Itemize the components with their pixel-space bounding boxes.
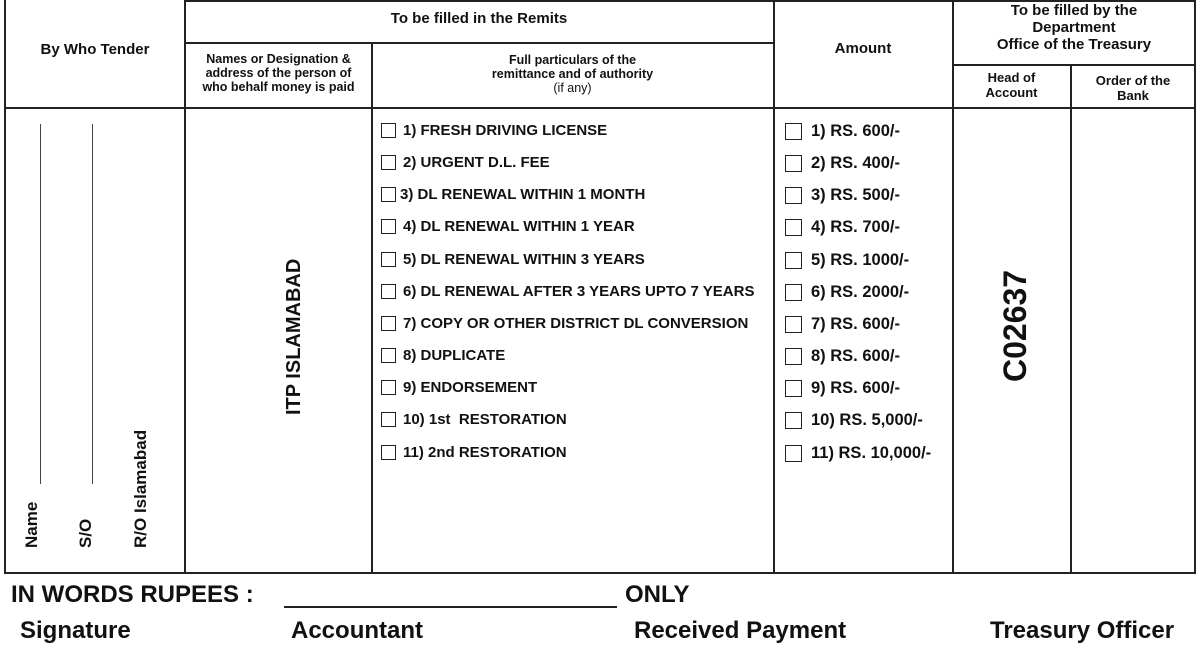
remits-underline <box>185 42 773 44</box>
dept-underline <box>953 64 1195 66</box>
amount-item[interactable]: 10) RS. 5,000/- <box>785 409 923 431</box>
amount-item[interactable]: 9) RS. 600/- <box>785 377 900 399</box>
checkbox-icon[interactable] <box>785 316 802 333</box>
list-item[interactable]: 3) DL RENEWAL WITHIN 1 MONTH <box>381 183 645 205</box>
checkbox-icon[interactable] <box>381 284 396 299</box>
received-payment-label: Received Payment <box>634 617 847 644</box>
checkbox-icon[interactable] <box>785 123 802 140</box>
list-item[interactable]: 9) ENDORSEMENT <box>381 376 537 398</box>
header-bottom-line <box>4 107 1196 109</box>
checkbox-icon[interactable] <box>381 252 396 267</box>
order-of-bank-header: Order of the Bank <box>1095 73 1171 103</box>
checkbox-icon[interactable] <box>381 219 396 234</box>
amount-item[interactable]: 4) RS. 700/- <box>785 216 900 238</box>
ro-label: R/O Islamabad <box>131 429 150 548</box>
in-words-field[interactable] <box>284 606 617 608</box>
list-item[interactable]: 11) 2nd RESTORATION <box>381 441 567 463</box>
checkbox-icon[interactable] <box>785 412 802 429</box>
by-who-tender-header: By Who Tender <box>40 41 150 58</box>
list-item[interactable]: 7) COPY OR OTHER DISTRICT DL CONVERSION <box>381 312 748 334</box>
name-label: Name <box>22 501 41 548</box>
amount-header: Amount <box>834 40 892 57</box>
col-divider-amount <box>773 0 775 573</box>
list-item[interactable]: 8) DUPLICATE <box>381 344 505 366</box>
checkbox-icon[interactable] <box>785 348 802 365</box>
col-divider-names <box>371 43 373 573</box>
checkbox-icon[interactable] <box>381 123 396 138</box>
amount-item[interactable]: 3) RS. 500/- <box>785 184 900 206</box>
amount-item[interactable]: 5) RS. 1000/- <box>785 249 909 271</box>
list-item[interactable]: 5) DL RENEWAL WITHIN 3 YEARS <box>381 248 645 270</box>
amount-item[interactable]: 2) RS. 400/- <box>785 152 900 174</box>
checkbox-icon[interactable] <box>785 445 802 462</box>
checkbox-icon[interactable] <box>381 316 396 331</box>
checkbox-icon[interactable] <box>381 187 396 202</box>
amount-item[interactable]: 11) RS. 10,000/- <box>785 442 931 464</box>
full-particulars-header: Full particulars of the remittance and of authority (if any) <box>491 53 654 95</box>
head-of-account-header: Head of Account <box>985 70 1038 100</box>
names-designation-header: Names or Designation & address of the person of who behalf money is paid <box>202 52 355 94</box>
checkbox-icon[interactable] <box>381 348 396 363</box>
amount-item[interactable]: 7) RS. 600/- <box>785 313 900 335</box>
checkbox-icon[interactable] <box>381 155 396 170</box>
in-words-label: IN WORDS RUPEES : <box>11 581 254 608</box>
list-item[interactable]: 2) URGENT D.L. FEE <box>381 151 550 173</box>
checkbox-icon[interactable] <box>381 380 396 395</box>
checkbox-icon[interactable] <box>785 155 802 172</box>
treasury-officer-label: Treasury Officer <box>990 617 1175 644</box>
col-divider-bank <box>1070 64 1072 573</box>
so-field-line[interactable] <box>92 124 93 484</box>
checkbox-icon[interactable] <box>785 219 802 236</box>
department-header: To be filled by the Department Office of the Treasury <box>996 2 1152 53</box>
amount-item[interactable]: 1) RS. 600/- <box>785 120 900 142</box>
table-bottom-line <box>4 572 1196 574</box>
list-item[interactable]: 6) DL RENEWAL AFTER 3 YEARS UPTO 7 YEARS <box>381 280 754 302</box>
checkbox-icon[interactable] <box>381 445 396 460</box>
checkbox-icon[interactable] <box>785 284 802 301</box>
accountant-label: Accountant <box>291 617 423 644</box>
checkbox-icon[interactable] <box>785 380 802 397</box>
list-item[interactable]: 1) FRESH DRIVING LICENSE <box>381 119 607 141</box>
in-words-only: ONLY <box>625 581 690 608</box>
payee-name: ITP ISLAMABAD <box>283 258 305 415</box>
checkbox-icon[interactable] <box>785 252 802 269</box>
head-of-account-code: C02637 <box>997 269 1033 382</box>
list-item[interactable]: 4) DL RENEWAL WITHIN 1 YEAR <box>381 215 635 237</box>
checkbox-icon[interactable] <box>381 412 396 427</box>
signature-label: Signature <box>20 617 131 644</box>
name-field-line[interactable] <box>40 124 41 484</box>
amount-item[interactable]: 8) RS. 600/- <box>785 345 900 367</box>
table-left-border <box>4 0 6 573</box>
so-label: S/O <box>76 518 95 548</box>
amount-item[interactable]: 6) RS. 2000/- <box>785 281 909 303</box>
list-item[interactable]: 10) 1st RESTORATION <box>381 408 567 430</box>
checkbox-icon[interactable] <box>785 187 802 204</box>
remits-header: To be filled in the Remits <box>390 10 568 27</box>
